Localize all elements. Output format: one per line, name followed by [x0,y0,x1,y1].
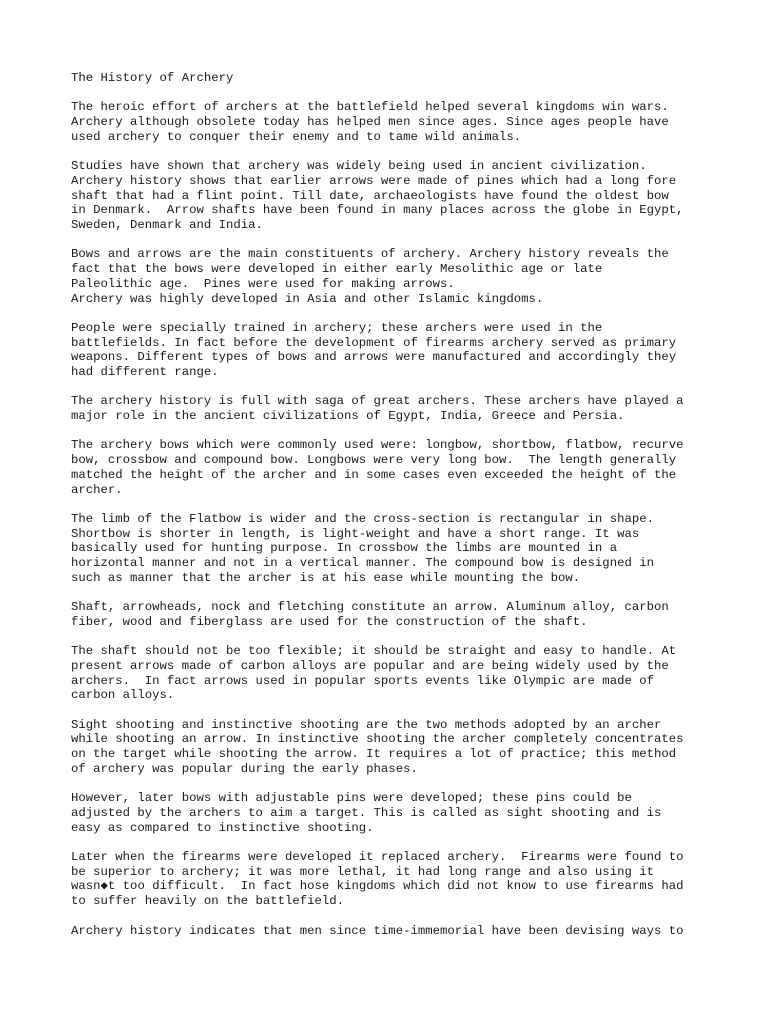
paragraph [71,644,751,703]
text-line: Bows and arrows are the main constituents of archery. Archery history reveals the [71,247,669,262]
text-line: present arrows made of carbon alloys are popular and are being widely used by the [71,658,669,673]
text-line: fact that the bows were developed in either early Mesolithic age or late [71,262,603,277]
text-line: Archery was highly developed in Asia and other Islamic kingdoms. [71,291,544,306]
text-line: weapons. Different types of bows and arrows were manufactured and accordingly they [71,350,677,365]
text-line: bow, crossbow and compound bow. Longbows were very long bow. The length generally [71,453,677,468]
text-line: archers. In fact arrows used in popular sports events like Olympic are made of [71,673,654,688]
text-line: used archery to conquer their enemy and to tame wild animals. [71,129,522,144]
text-line: Shaft, arrowheads, nock and fletching constitute an arrow. Aluminum alloy, carbon [71,600,669,615]
text-line: The heroic effort of archers at the battlefield helped several kingdoms win wars. [71,100,669,115]
document-title: The History of Archery [71,71,234,85]
text-line: wasn◆t too difficult. In fact hose kingdoms which did not know to use firearms had [71,879,684,894]
paragraph [71,924,751,939]
text-line: matched the height of the archer and in some cases even exceeded the height of the [71,467,677,482]
text-line: Shortbow is shorter in length, is light-weight and have a short range. It was [71,526,640,541]
paragraph [71,438,751,497]
text-line: archer. [71,482,123,497]
text-line: to suffer heavily on the battlefield. [71,894,345,909]
text-line: The limb of the Flatbow is wider and the cross-section is rectangular in shape. [71,511,654,526]
text-line: Archery history shows that earlier arrows were made of pines which had a long fore [71,173,677,188]
text-line: Archery although obsolete today has helped men since ages. Since ages people have [71,115,669,130]
text-line: Later when the firearms were developed it replaced archery. Firearms were found to [71,850,684,865]
text-line: had different range. [71,365,219,379]
text-line: fiber, wood and fiberglass are used for the construction of the shaft. [71,614,588,629]
text-line: adjusted by the archers to aim a target. This is called as sight shooting and is [71,805,662,820]
paragraph [71,600,751,629]
text-line: Studies have shown that archery was widely being used in ancient civilization. [71,159,647,174]
paragraph [71,791,751,835]
text-line: The archery bows which were commonly used were: longbow, shortbow, flatbow, recurve [71,438,684,453]
text-line: The archery history is full with saga of great archers. These archers have played a [71,394,684,409]
paragraph [71,321,751,380]
text-line: shaft that had a flint point. Till date, archaeologists have found the oldest bow [71,188,669,203]
text-line: basically used for hunting purpose. In crossbow the limbs are mounted in a [71,541,618,556]
text-line: such as manner that the archer is at his ease while mounting the bow. [71,570,581,585]
document-body [71,100,751,938]
text-line: carbon alloys. [71,688,175,703]
text-line: of archery was popular during the early phases. [71,761,418,776]
text-line: be superior to archery; it was more lethal, it had long range and also using it [71,864,654,879]
text-line: major role in the ancient civilizations of Egypt, India, Greece and Persia. [71,409,625,424]
paragraph [71,100,751,144]
text-line: battlefields. In fact before the development of firearms archery served as primary [71,335,677,350]
paragraph [71,718,751,777]
text-line: horizontal manner and not in a vertical manner. The compound bow is designed in [71,556,654,571]
text-line: People were specially trained in archery; these archers were used in the [71,320,603,335]
paragraph [71,394,751,423]
text-line: on the target while shooting the arrow. It requires a lot of practice; this method [71,747,677,762]
text-line: Sight shooting and instinctive shooting are the two methods adopted by an archer [71,717,662,732]
text-line: However, later bows with adjustable pins were developed; these pins could be [71,791,632,806]
text-line: easy as compared to instinctive shooting. [71,820,374,835]
text-line: in Denmark. Arrow shafts have been found in many places across the globe in Egypt, [71,203,684,218]
paragraph [71,159,751,233]
text-line: while shooting an arrow. In instinctive shooting the archer completely concentrates [71,732,684,747]
text-line: Paleolithic age. Pines were used for making arrows. [71,276,455,291]
text-line: The shaft should not be too flexible; it should be straight and easy to handle. At [71,644,677,659]
paragraph [71,850,751,909]
text-line: Sweden, Denmark and India. [71,218,263,232]
text-line: Archery history indicates that men since time-immemorial have been devising ways to [71,923,684,938]
document-page [71,71,751,953]
paragraph [71,247,751,306]
paragraph [71,512,751,586]
